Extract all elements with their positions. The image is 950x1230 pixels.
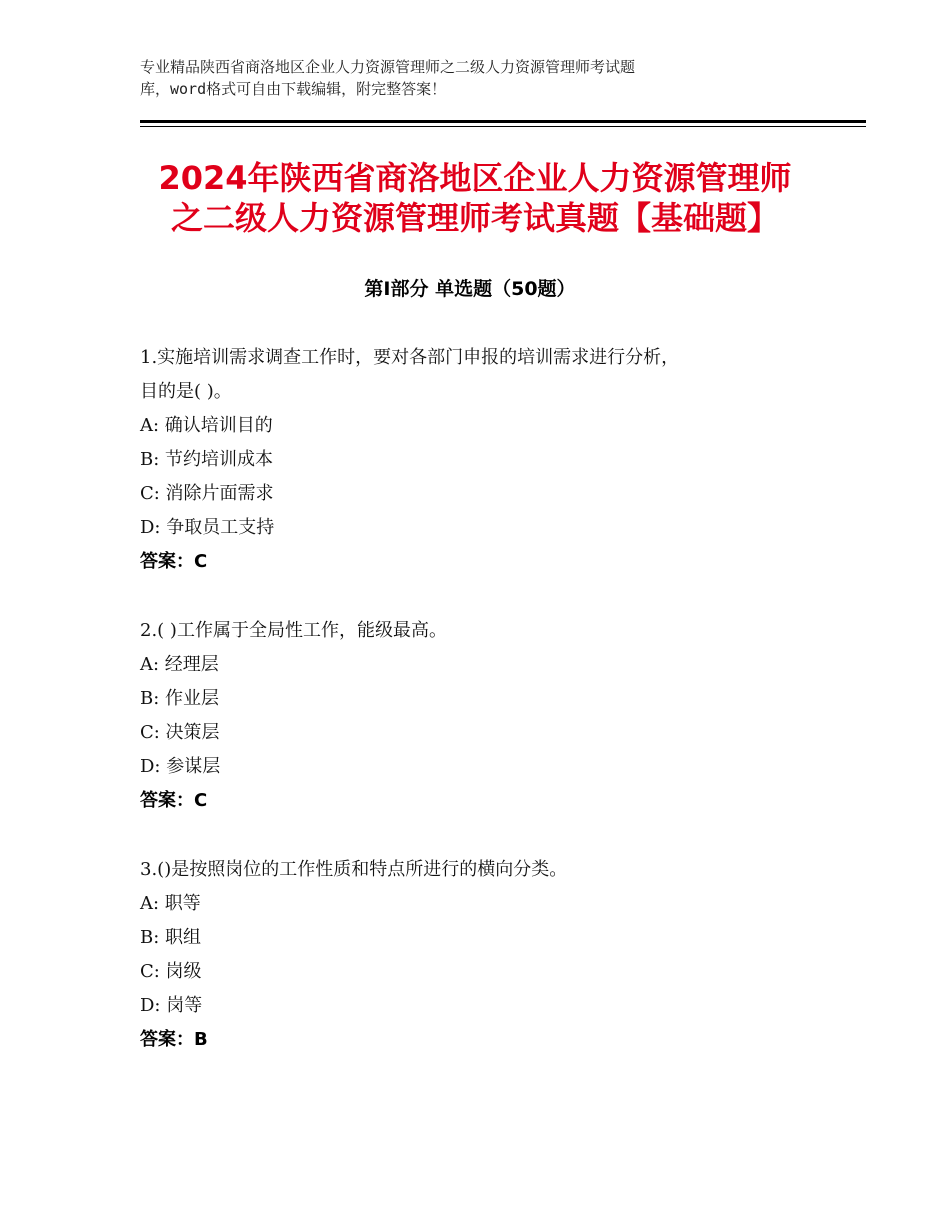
option-b: B: 职组 — [140, 927, 202, 948]
option-a: A: 经理层 — [140, 654, 219, 675]
option-d: D: 争取员工支持 — [140, 517, 275, 538]
document-title-line-2: 之二级人力资源管理师考试真题【基础题】 — [170, 199, 779, 237]
answer: 答案：C — [140, 551, 208, 572]
option-b: B: 节约培训成本 — [140, 449, 274, 470]
option-a: A: 职等 — [140, 893, 201, 914]
option-d: D: 参谋层 — [140, 756, 221, 777]
question-stem: 1.实施培训需求调查工作时，要对各部门申报的培训需求进行分析， — [140, 347, 680, 368]
option-c: C: 决策层 — [140, 722, 220, 743]
question-stem: 2.( )工作属于全局性工作，能级最高。 — [140, 620, 447, 641]
header-divider-thin — [140, 126, 866, 127]
option-a: A: 确认培训目的 — [140, 415, 273, 436]
question-stem-continued: 目的是( )。 — [140, 381, 232, 402]
answer: 答案：B — [140, 1029, 208, 1050]
option-d: D: 岗等 — [140, 995, 203, 1016]
option-c: C: 岗级 — [140, 961, 202, 982]
section-heading: 第Ⅰ部分 单选题（50题） — [364, 278, 576, 300]
option-b: B: 作业层 — [140, 688, 220, 709]
question-stem: 3.()是按照岗位的工作性质和特点所进行的横向分类。 — [140, 859, 568, 880]
header-note — [140, 56, 780, 100]
header-note-line-2: 库，word格式可自由下载编辑，附完整答案！ — [140, 80, 447, 98]
answer: 答案：C — [140, 790, 208, 811]
document-title — [100, 158, 850, 238]
option-c: C: 消除片面需求 — [140, 483, 274, 504]
header-divider-thick — [140, 120, 866, 123]
document-title-line-1: 2024年陕西省商洛地区企业人力资源管理师 — [158, 159, 792, 197]
header-note-line-1: 专业精品陕西省商洛地区企业人力资源管理师之二级人力资源管理师考试题 — [140, 58, 636, 76]
